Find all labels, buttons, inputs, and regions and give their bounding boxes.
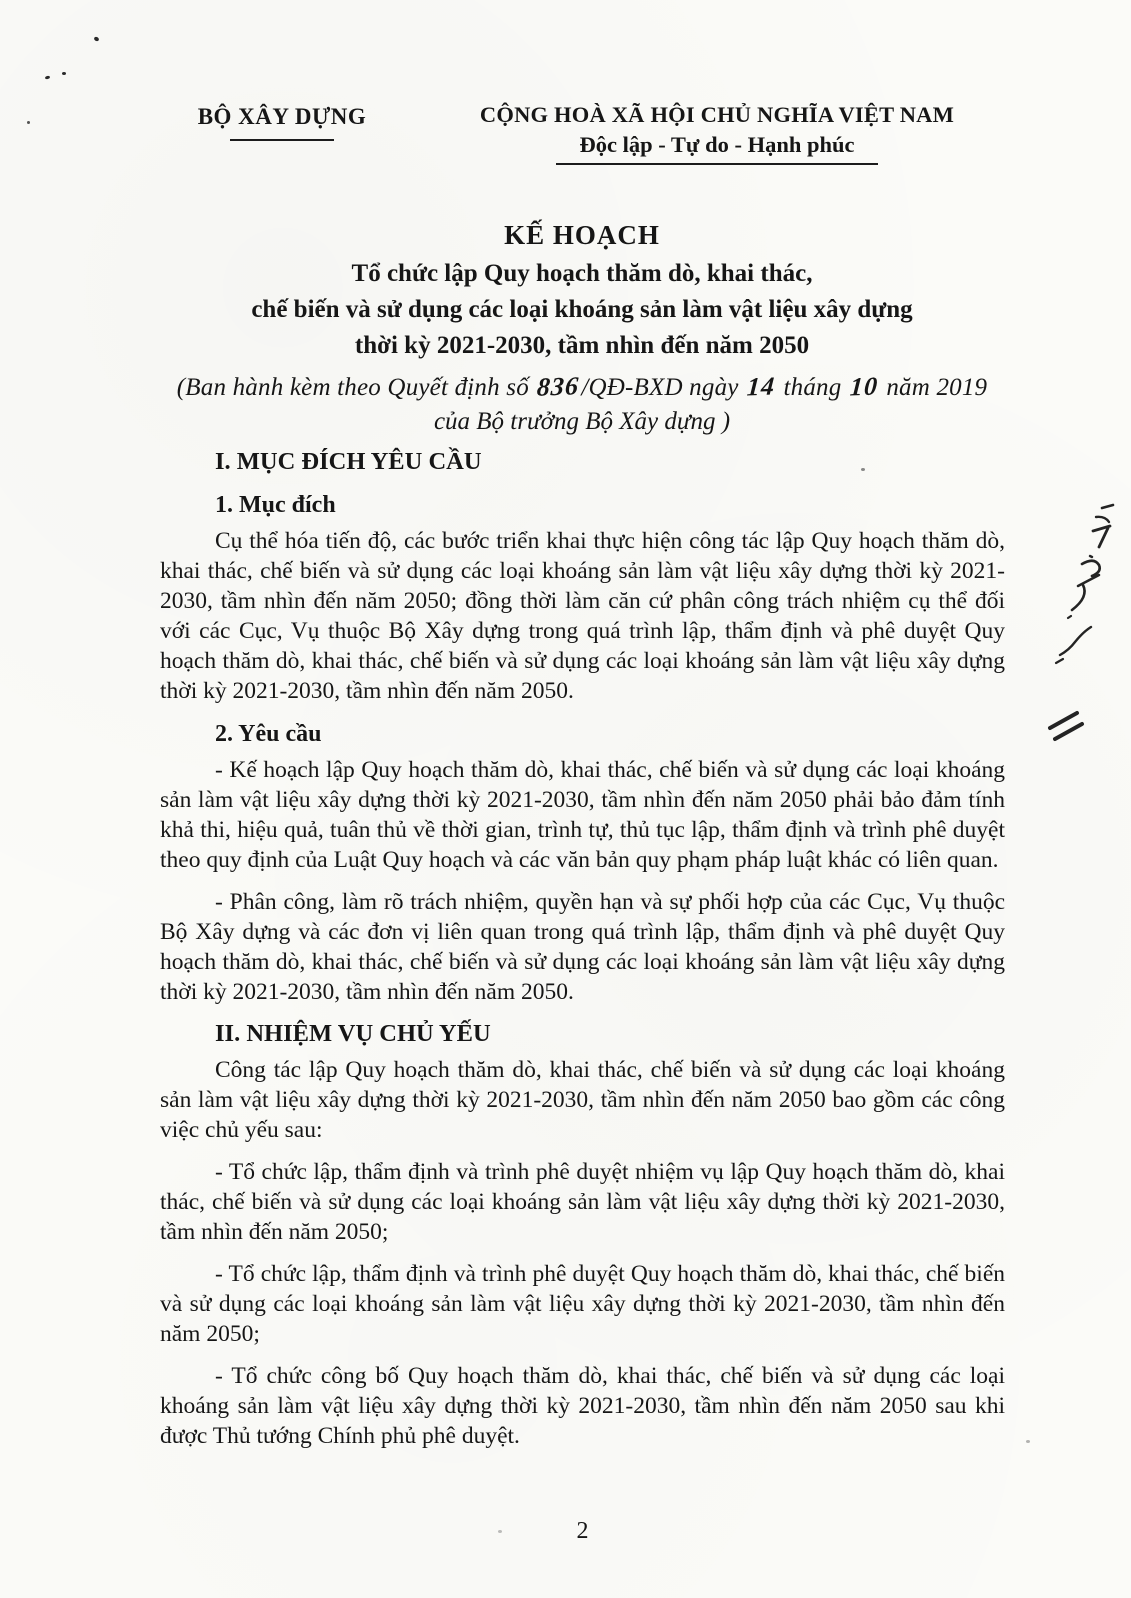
title-line-2: chế biến và sử dụng các loại khoáng sản làm vật liệu xây dựng bbox=[251, 296, 913, 323]
paragraph-requirement-1: - Kế hoạch lập Quy hoạch thăm dò, khai thác, chế biến và sử dụng các loại khoáng sản làm vật liệu xây dựng thời kỳ 2021-2030, tầm nhìn đến năm 2050 phải bảo đảm tính khả thi, hiệu quả, tuân thủ về thời gian, trình tự, thủ tục lập, thẩm định và trình phê duyệt theo quy định của Luật Quy hoạch và các văn bản quy phạm pháp luật khác có liên quan. bbox=[160, 757, 1005, 873]
national-header-block bbox=[452, 102, 982, 165]
section-heading-1: I. MỤC ĐÍCH YÊU CẦU bbox=[215, 448, 482, 475]
subsection-heading-2: 2. Yêu cầu bbox=[215, 721, 322, 747]
document-type: KẾ HOẠCH bbox=[504, 220, 660, 250]
issuance-mid1: /QĐ-BXD ngày bbox=[581, 374, 746, 401]
paragraph-task-2: - Tổ chức lập, thẩm định và trình phê duyệt Quy hoạch thăm dò, khai thác, chế biến và sử dụng các loại khoáng sản làm vật liệu xây dựng thời kỳ 2021-2030, tầm nhìn đến năm 2050; bbox=[160, 1261, 1005, 1347]
issuance-mid2: tháng bbox=[777, 374, 848, 401]
motto-underline bbox=[556, 163, 878, 165]
title-line-3: thời kỳ 2021-2030, tầm nhìn đến năm 2050 bbox=[354, 332, 810, 359]
scan-speck bbox=[45, 75, 51, 79]
document-title-block bbox=[143, 220, 1021, 436]
page-number: 2 bbox=[576, 1518, 589, 1544]
scan-speck bbox=[93, 36, 99, 42]
paragraph-task-1: - Tổ chức lập, thẩm định và trình phê duyệt nhiệm vụ lập Quy hoạch thăm dò, khai thác, chế biến và sử dụng các loại khoáng sản làm vật liệu xây dựng thời kỳ 2021-2030, tầm nhìn đến năm 2050; bbox=[160, 1159, 1005, 1245]
issuing-agency-block bbox=[192, 104, 372, 141]
paragraph-task-3: - Tổ chức công bố Quy hoạch thăm dò, khai thác, chế biến và sử dụng các loại khoáng sản làm vật liệu xây dựng thời kỳ 2021-2030, tầm nhìn đến năm 2050 sau khi được Thủ tướng Chính phủ phê duyệt. bbox=[160, 1363, 1005, 1449]
issuance-line-2: của Bộ trưởng Bộ Xây dựng ) bbox=[433, 408, 731, 435]
subsection-heading-1: 1. Mục đích bbox=[215, 492, 336, 518]
handwritten-margin-note-icon bbox=[1038, 500, 1126, 758]
issuance-prefix: (Ban hành kèm theo Quyết định số bbox=[176, 374, 536, 401]
issuance-suffix: năm 2019 bbox=[879, 374, 988, 401]
title-line-1: Tổ chức lập Quy hoạch thăm dò, khai thác, bbox=[351, 260, 813, 287]
national-motto: Độc lập - Tự do - Hạnh phúc bbox=[579, 132, 855, 157]
handwritten-decision-number: 836 bbox=[536, 371, 581, 402]
paragraph-purpose: Cụ thể hóa tiến độ, các bước triển khai thực hiện công tác lập Quy hoạch thăm dò, khai thác, chế biến và sử dụng các loại khoáng sản làm vật liệu xây dựng thời kỳ 2021-2030, tầm nhìn đến năm 2050; đồng thời làm căn cứ phân công trách nhiệm cụ thể đối với các Cục, Vụ thuộc Bộ Xây dựng trong quá trình lập, thẩm định và phê duyệt Quy hoạch thăm dò, khai thác, chế biến và sử dụng các loại khoáng sản làm vật liệu xây dựng thời kỳ 2021-2030, tầm nhìn đến năm 2050. bbox=[160, 528, 1005, 704]
scan-speck bbox=[1026, 1440, 1030, 1443]
issuance-line bbox=[143, 372, 1021, 402]
agency-name: BỘ XÂY DỰNG bbox=[197, 104, 367, 129]
section-heading-2: II. NHIỆM VỤ CHỦ YẾU bbox=[215, 1020, 491, 1047]
scan-speck bbox=[62, 72, 66, 75]
handwritten-day: 14 bbox=[746, 371, 777, 402]
paragraph-tasks-intro: Công tác lập Quy hoạch thăm dò, khai thác, chế biến và sử dụng các loại khoáng sản làm vật liệu xây dựng thời kỳ 2021-2030, tầm nhìn đến năm 2050 bao gồm các công việc chủ yếu sau: bbox=[160, 1057, 1005, 1143]
scan-speck bbox=[27, 121, 30, 124]
agency-underline bbox=[230, 139, 334, 141]
handwritten-month: 10 bbox=[848, 371, 879, 402]
document-body bbox=[160, 447, 1005, 1451]
national-title: CỘNG HOÀ XÃ HỘI CHỦ NGHĨA VIỆT NAM bbox=[479, 102, 955, 127]
paragraph-requirement-2: - Phân công, làm rõ trách nhiệm, quyền hạn và sự phối hợp của các Cục, Vụ thuộc Bộ Xây dựng và các đơn vị liên quan trong quá trình lập, thẩm định và phê duyệt Quy hoạch thăm dò, khai thác, chế biến và sử dụng các loại khoáng sản làm vật liệu xây dựng thời kỳ 2021-2030, tầm nhìn đến năm 2050. bbox=[160, 889, 1005, 1005]
